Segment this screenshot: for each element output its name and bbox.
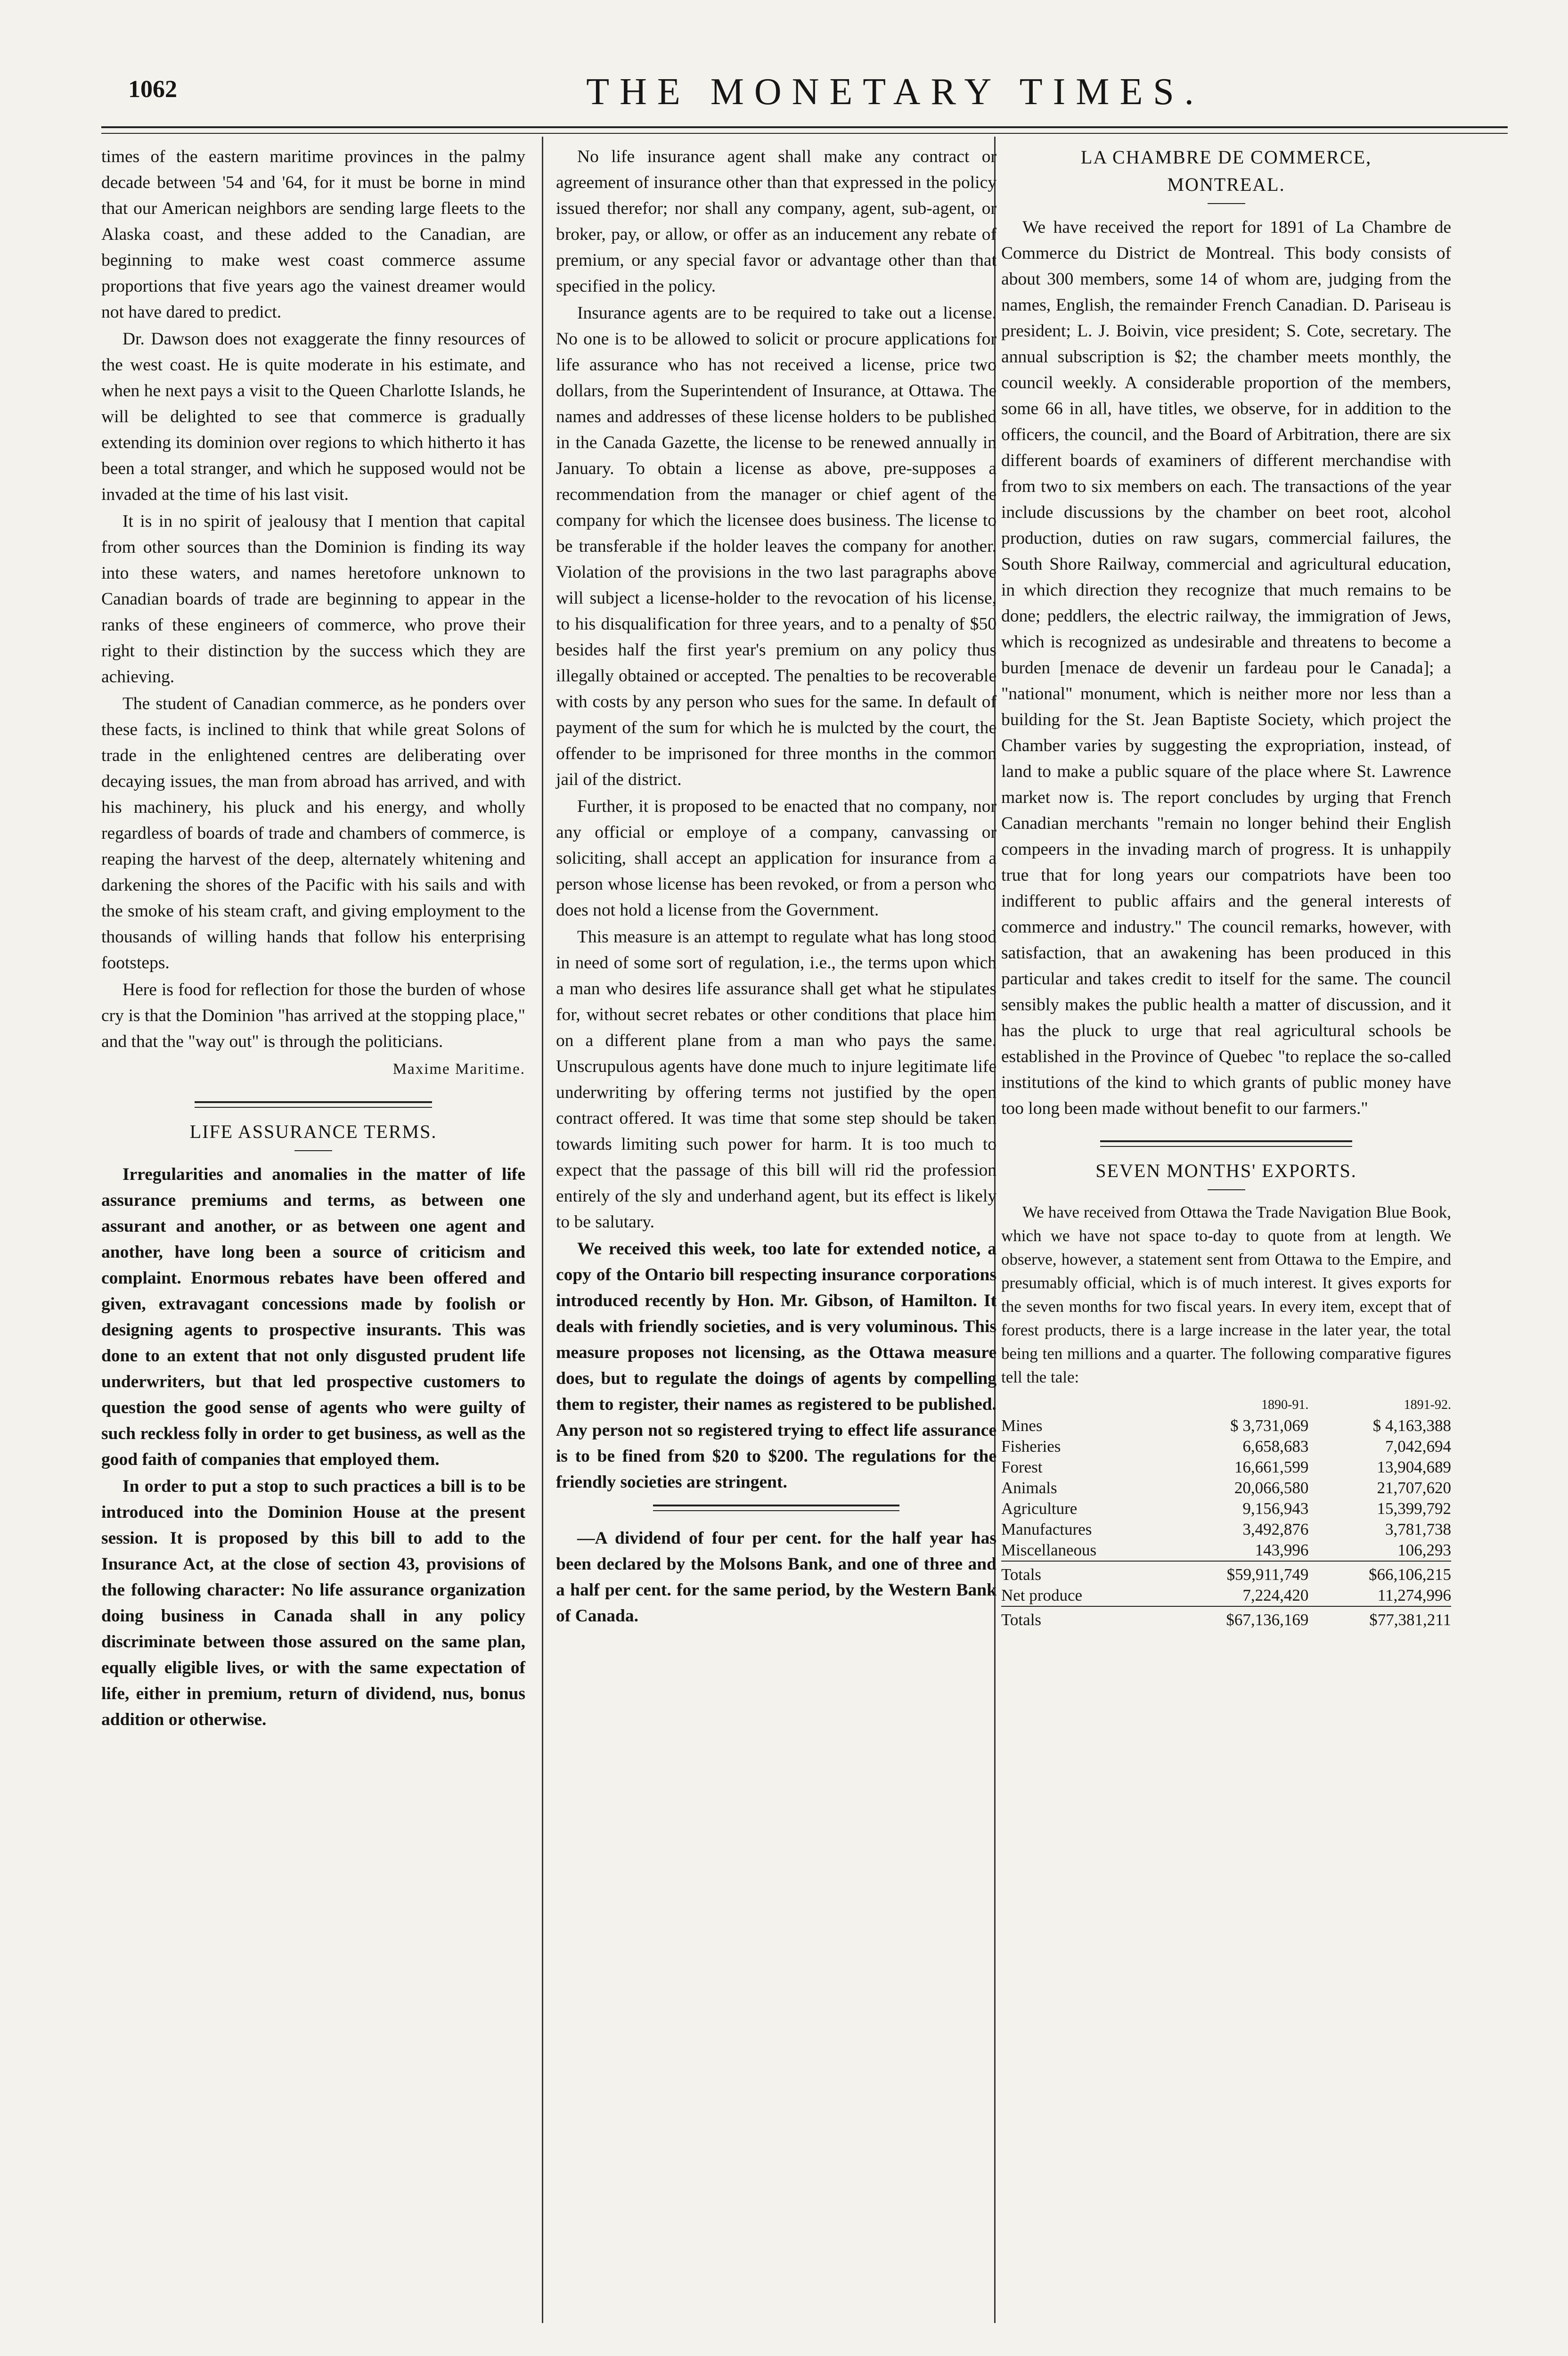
table-rule	[1001, 1606, 1451, 1610]
row-label: Totals	[1001, 1565, 1042, 1584]
column-1	[101, 144, 525, 1733]
value-1890-91: 143,996	[1255, 1541, 1309, 1559]
masthead: THE MONETARY TIMES.	[586, 71, 1204, 113]
value-1891-92: 21,707,620	[1377, 1479, 1451, 1497]
heading-rule	[1208, 203, 1245, 204]
row-label: Agriculture	[1001, 1499, 1078, 1518]
heading-rule	[1208, 1189, 1245, 1190]
value-1890-91: $67,136,169	[1226, 1611, 1309, 1629]
article-paragraph: Irregularities and anomalies in the matter of life assurance premiums and terms, as between one assurant and another, or as between one agent and another, have long been a source of criticism and complaint. Enormous rebates have been offered and given, extravagant concessions made by foolish or designing agents to prospective insurants. This was done to an extent that not only disgusted prudent life underwriters, but that led prospective customers to question the good sense of agents who were guilty of such reckless folly in order to get business, as well as the good faith of companies that employed them.	[101, 1165, 525, 1469]
table-row	[1001, 1498, 1451, 1519]
table-row	[1001, 1519, 1451, 1540]
value-1890-91: 7,224,420	[1242, 1586, 1309, 1604]
page-number: 1062	[128, 76, 177, 103]
column-header: 1890-91.	[1261, 1398, 1309, 1412]
article-paragraph: times of the eastern maritime provinces in the palmy decade between '54 and '64, for it must be borne in mind that our American neighbors are sending large fleets to the Alaska coast, and these added to the Canadian, are beginning to make west coast commerce assume proportions that five years ago the vainest dreamer would not have dared to predict.	[101, 147, 525, 322]
section-divider	[195, 1101, 432, 1108]
value-1891-92: 106,293	[1397, 1541, 1451, 1559]
article-paragraph: Further, it is proposed to be enacted that no company, nor any official or employe of a company, canvassing or soliciting, shall accept an application for insurance from a person whose license has been revoked, or from a person who does not hold a license from the Government.	[556, 797, 996, 920]
value-1890-91: 16,661,599	[1234, 1458, 1309, 1476]
table-rule	[1001, 1561, 1451, 1564]
row-label: Net produce	[1001, 1586, 1083, 1604]
value-1890-91: 6,658,683	[1242, 1437, 1309, 1456]
article-paragraph: It is in no spirit of jealousy that I mention that capital from other sources than the Dominion is finding its way into these waters, and names heretofore unknown to Canadian boards of trade are beginning to appear in the ranks of these engineers of commerce, who prove their right to their distinction by the success which they are achieving.	[101, 512, 525, 687]
row-label: Animals	[1001, 1479, 1057, 1497]
column-divider-1	[542, 137, 543, 2323]
article-paragraph: We have received from Ottawa the Trade Navigation Blue Book, which we have not space to-day to quote from at length. We observe, however, a statement sent from Ottawa to the Empire, and presumably official, which is of much interest. It gives exports for the seven months for two fiscal years. In every item, except that of forest products, there is a large increase in the later year, the total being ten millions and a quarter. The following comparative figures tell the tale:	[1001, 1203, 1451, 1386]
value-1891-92: 13,904,689	[1377, 1458, 1451, 1476]
exports-heading: SEVEN MONTHS' EXPORTS.	[1095, 1160, 1357, 1181]
value-1890-91: 3,492,876	[1242, 1520, 1309, 1538]
section-divider	[653, 1505, 900, 1511]
article-paragraph: Dr. Dawson does not exaggerate the finny resources of the west coast. He is quite moderate in his estimate, and when he next pays a visit to the Queen Charlotte Islands, he will be delighted to see that commerce is gradually extending its dominion over regions to which hitherto it has been a total stranger, and which he supposed would not be invaded at the time of his last visit.	[101, 329, 525, 504]
row-label: Mines	[1001, 1416, 1043, 1435]
value-1891-92: $77,381,211	[1369, 1611, 1451, 1629]
grand-totals-row	[1001, 1610, 1451, 1630]
row-label: Fisheries	[1001, 1437, 1061, 1456]
column-3	[1001, 144, 1451, 1630]
article-paragraph: The student of Canadian commerce, as he ponders over these facts, is inclined to think that while great Solons of trade in the enlightened centres are deliberating over decaying issues, the man from abroad has arrived, and with his machinery, his pluck and his energy, and wholly regardless of boards of trade and chambers of commerce, is reaping the harvest of the deep, alternately whitening and darkening the shores of the Pacific with his sails and with the smoke of his steam craft, and giving employment to the thousands of willing hands that follow his enterprising footsteps.	[101, 694, 525, 973]
value-1891-92: $66,106,215	[1369, 1565, 1451, 1584]
article-paragraph: Here is food for reflection for those the burden of whose cry is that the Dominion "has arrived at the stopping place," and that the "way out" is through the politicians.	[101, 980, 525, 1051]
article-paragraph: This measure is an attempt to regulate what has long stood in need of some sort of regulation, i.e., the terms upon which a man who desires life assurance shall get what he stipulates for, without secret rebates or other conditions that place him on a different plane from a man who pays the same. Unscrupulous agents have done much to injure legitimate life underwriting by offering terms not justified by the open contract offered. It was time that some step should be taken towards limiting such power for harm. It is too much to expect that the passage of this bill will rid the profession entirely of the sly and underhand agent, but its effect is likely to be salutary.	[556, 927, 996, 1232]
exports-table	[1001, 1395, 1451, 1630]
table-row	[1001, 1478, 1451, 1498]
article-paragraph: We received this week, too late for extended notice, a copy of the Ontario bill respecting insurance corporations introduced recently by Hon. Mr. Gibson, of Hamilton. It deals with friendly societies, and is very voluminous. This measure proposes not licensing, as the Ottawa measure does, but to regulate the doings of agents by compelling them to register, their names as registered to be published. Any person not so registered trying to effect life assurance is to be fined from $20 to $200. The regulations for the friendly societies are stringent.	[556, 1239, 996, 1492]
totals-row	[1001, 1564, 1451, 1585]
signature: Maxime Maritime.	[392, 1061, 525, 1078]
article-paragraph: No life insurance agent shall make any contract or agreement of insurance other than that expressed in the policy issued therefor; nor shall any company, agent, sub-agent, or broker, pay, or allow, or offer as an inducement any rebate of premium, or any special favor or advantage other than that specified in the policy.	[556, 147, 996, 296]
column-header: 1891-92.	[1404, 1398, 1451, 1412]
value-1891-92: $ 4,163,388	[1372, 1416, 1451, 1435]
column-2	[556, 144, 996, 1629]
value-1890-91: $59,911,749	[1226, 1565, 1309, 1584]
chambre-heading	[1001, 144, 1451, 198]
heading-rule	[294, 1150, 332, 1151]
value-1890-91: $ 3,731,069	[1230, 1416, 1309, 1435]
row-label: Forest	[1001, 1458, 1043, 1476]
table-row	[1001, 1540, 1451, 1561]
table-header-row	[1001, 1395, 1451, 1415]
header-rule-thin	[101, 133, 1508, 134]
article-paragraph: Insurance agents are to be required to take out a license. No one is to be allowed to solicit or procure applications for life assurance who has not received a license, price two dollars, from the Superintendent of Insurance, at Ottawa. The names and addresses of these license holders to be published in the Canada Gazette, the license to be renewed annually in January. To obtain a license as above, pre-supposes a recommendation from the manager or chief agent of the company for which the licensee does business. The license to be transferable if the holder leaves the company for another. Violation of the provisions in the two last paragraphs above will subject a license-holder to the revocation of his license, to his disqualification for three years, and to a penalty of $50 besides half the first year's premium on any policy thus illegally obtained or accepted. The penalties to be recoverable with costs by any person who sues for the same. In default of payment of the sum for which he is mulcted by the court, the offender to be imprisoned for three months in the common jail of the district.	[556, 303, 996, 789]
table-row	[1001, 1415, 1451, 1436]
section-divider	[1100, 1140, 1352, 1147]
table-row	[1001, 1436, 1451, 1457]
value-1891-92: 15,399,792	[1377, 1499, 1451, 1518]
net-produce-row	[1001, 1585, 1451, 1606]
row-label: Totals	[1001, 1611, 1042, 1629]
value-1890-91: 20,066,580	[1234, 1479, 1309, 1497]
dividend-item: —A dividend of four per cent. for the half year has been declared by the Molsons Bank, and one of three and a half per cent. for the same period, by the Western Bank of Canada.	[556, 1529, 996, 1626]
life-assurance-heading: LIFE ASSURANCE TERMS.	[189, 1121, 437, 1142]
value-1890-91: 9,156,943	[1242, 1499, 1309, 1518]
table-row	[1001, 1457, 1451, 1478]
value-1891-92: 11,274,996	[1377, 1586, 1451, 1604]
row-label: Miscellaneous	[1001, 1541, 1097, 1559]
value-1891-92: 3,781,738	[1385, 1520, 1451, 1538]
chambre-heading-line1: LA CHAMBRE DE COMMERCE,	[1080, 147, 1372, 168]
row-label: Manufactures	[1001, 1520, 1092, 1538]
article-paragraph: In order to put a stop to such practices a bill is to be introduced into the Dominion House at the present session. It is proposed by this bill to add to the Insurance Act, at the close of section 43, provisions of the following character: No life assurance organization doing business in Canada shall in any policy discriminate between those assured on the same plan, equally eligible lives, or with the same expectation of life, either in premium, return of dividend, nus, bonus addition or otherwise.	[101, 1477, 525, 1729]
chambre-heading-line2: MONTREAL.	[1167, 174, 1285, 195]
article-paragraph: We have received the report for 1891 of La Chambre de Commerce du District de Montreal. This body consists of about 300 members, some 14 of whom are, judging from the names, English, the remainder French Canadian. D. Pariseau is president; L. J. Boivin, vice president; S. Cote, secretary. The annual subscription is $2; the chamber meets monthly, the council weekly. A considerable proportion of the members, some 66 in all, have titles, we observe, for in addition to the officers, the council, and the Board of Arbitration, there are six different boards of examiners of different merchandise with from two to six members on each. The transactions of the year include discussions by the chamber on beet root, alcohol production, duties on raw sugars, commercial failures, the South Shore Railway, commercial and agricultural education, in which direction they recognize that much remains to be done; peddlers, the electric railway, the immigration of Jews, which is recognized as undesirable and threatens to become a burden [menace de devenir un fardeau pour le Canada]; a "national" monument, which is neither more nor less than a building for the St. Jean Baptiste Society, which project the Chamber varies by suggesting the expropriation, instead, of land to make a public square of the place where St. Lawrence market now is. The report concludes by urging that French Canadian merchants "remain no longer behind their English compeers in the invading march of progress. It is unhappily true that for long years our compatriots have been too indifferent to public affairs and the general interests of commerce and industry." The council remarks, however, with satisfaction, that an awakening has been produced in this particular and takes credit to itself for the same. The council sensibly makes the public health a matter of discussion, and it has the pluck to urge that real agricultural schools be established in the Province of Quebec "to replace the so-called institutions of the kind to which grants of public money have too long been made without benefit to our farmers."	[1001, 218, 1451, 1118]
value-1891-92: 7,042,694	[1385, 1437, 1451, 1456]
header-rule	[101, 126, 1508, 128]
